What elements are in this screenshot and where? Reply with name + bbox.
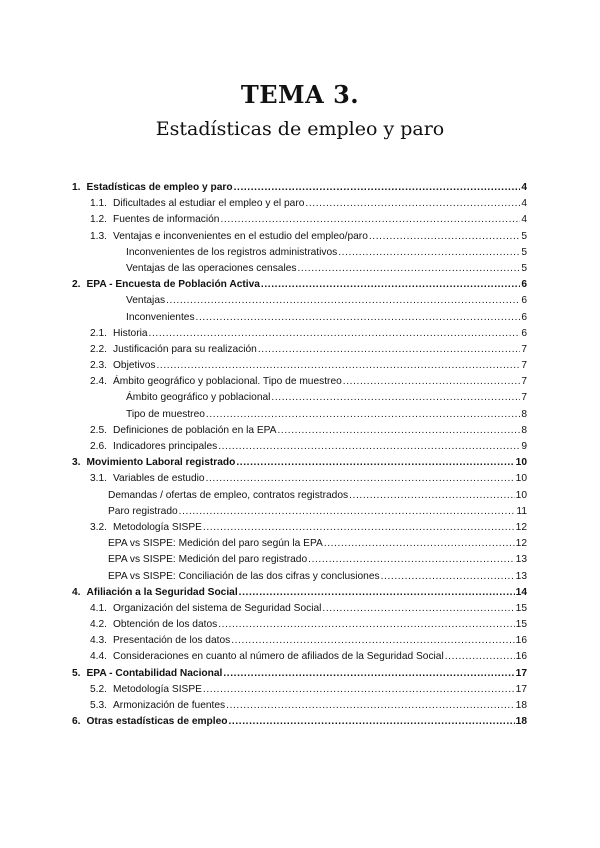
toc-entry-label [126,390,270,406]
toc-entry-page: 6 [521,311,527,323]
toc-entry-number: 3.2. [90,521,107,533]
toc-entry[interactable] [72,504,527,520]
toc-entry-number: 3.1. [90,473,107,485]
toc-entry-page: 18 [515,716,527,728]
toc-entry-number: 4.4. [90,651,107,663]
toc-entry-text: Movimiento Laboral registrado [86,457,236,469]
toc-entry[interactable] [72,536,527,552]
toc-entry[interactable] [72,649,527,665]
toc-entry-text: EPA vs SISPE: Medición del paro según la EPA [108,538,323,550]
toc-dot-leader [349,488,515,504]
toc-entry-text: EPA vs SISPE: Conciliación de las dos cifras y conclusiones [108,570,380,582]
table-of-contents [72,180,527,730]
toc-entry-label [72,666,222,682]
toc-entry[interactable] [72,423,527,439]
toc-entry-page: 16 [515,635,527,647]
toc-entry-label [90,601,321,617]
toc-entry-text: Justificación para su realización [113,343,257,355]
toc-dot-leader [381,569,515,585]
toc-dot-leader [234,180,521,196]
toc-dot-leader [179,504,516,520]
toc-entry-page: 4 [521,198,527,210]
toc-dot-leader [220,212,520,228]
toc-dot-leader [226,698,515,714]
toc-entry[interactable] [72,229,527,245]
toc-entry[interactable] [72,407,527,423]
toc-entry-page: 12 [515,538,527,550]
document-title: TEMA 3. [240,80,360,109]
toc-entry-label [90,617,217,633]
toc-entry-label [126,245,337,261]
toc-dot-leader [218,439,520,455]
toc-entry-label [126,261,296,277]
toc-entry-page: 12 [515,521,527,533]
toc-entry-label [90,633,230,649]
toc-entry-number: 2.5. [90,424,107,436]
toc-dot-leader [149,326,521,342]
toc-dot-leader [236,455,514,471]
toc-entry-text: Demandas / ofertas de empleo, contratos registrados [108,489,349,501]
toc-entry[interactable] [72,439,527,455]
toc-entry-text: Obtención de los datos [113,619,218,631]
toc-entry-page: 6 [521,279,527,291]
toc-entry-text: Ventajas [126,295,166,307]
toc-entry-number: 4.1. [90,602,107,614]
toc-entry-number: 1.2. [90,214,107,226]
toc-dot-leader [308,552,515,568]
toc-entry-label [126,407,205,423]
toc-entry-label [90,698,225,714]
toc-entry-label [126,293,165,309]
toc-dot-leader [156,358,520,374]
toc-entry-page: 9 [521,441,527,452]
toc-entry-number: 4.2. [90,619,107,631]
toc-entry-label [90,520,202,536]
toc-entry-page: 4 [521,182,527,193]
toc-entry-number: 2.4. [90,376,107,388]
toc-dot-leader [203,520,515,536]
toc-entry-text: Afiliación a la Seguridad Social [86,586,238,598]
toc-entry-text: Variables de estudio [113,473,205,485]
toc-entry[interactable] [72,245,527,261]
toc-entry-page: 5 [521,246,527,258]
toc-entry[interactable] [72,310,527,326]
toc-dot-leader [218,617,514,633]
toc-entry-number: 2.3. [90,360,107,372]
toc-entry-label [90,196,304,212]
toc-entry-page: 7 [521,343,527,355]
toc-entry-label [90,212,219,228]
toc-dot-leader [271,390,520,406]
toc-entry-number: 1.3. [90,230,107,242]
toc-entry[interactable] [72,293,527,309]
toc-entry-text: Organización del sistema de Seguridad Social [113,602,322,614]
toc-entry-text: EPA - Encuesta de Población Activa [86,279,260,291]
toc-entry-text: Indicadores principales [113,441,218,452]
toc-entry[interactable] [72,471,527,487]
toc-dot-leader [206,471,515,487]
toc-entry[interactable] [72,180,527,196]
toc-entry[interactable] [72,666,527,682]
toc-dot-leader [223,666,514,682]
toc-entry-page: 15 [515,602,527,614]
toc-entry-number: 1. [72,182,81,193]
toc-entry-label [72,455,235,471]
toc-entry-page: 8 [521,408,527,420]
toc-entry-text: Presentación de los datos [113,635,231,647]
toc-entry-page: 13 [515,570,527,582]
toc-entry-text: Ventajas de las operaciones censales [126,262,297,274]
toc-entry-label [72,714,228,730]
toc-dot-leader [239,585,515,601]
toc-dot-leader [338,245,520,261]
toc-dot-leader [206,407,520,423]
toc-entry-text: Ámbito geográfico y poblacional. Tipo de muestreo [113,376,342,388]
toc-entry-label [72,180,233,196]
toc-entry-number: 6. [72,716,81,728]
toc-entry[interactable] [72,520,527,536]
toc-entry-label [108,488,348,504]
toc-entry-label [126,310,195,326]
toc-entry-label [90,423,276,439]
toc-dot-leader [231,633,514,649]
toc-dot-leader [258,342,520,358]
toc-entry-text: Paro registrado [108,505,178,517]
toc-entry[interactable] [72,633,527,649]
toc-entry-text: Objetivos [113,360,156,372]
toc-entry-label [90,439,217,455]
toc-entry-label [108,569,380,585]
toc-entry-number: 5. [72,667,81,679]
toc-entry-number: 4.3. [90,635,107,647]
toc-entry-page: 16 [515,651,527,663]
toc-entry-page: 18 [515,700,527,711]
toc-dot-leader [343,374,521,390]
toc-dot-leader [196,310,521,326]
toc-entry-text: Metodología SISPE [113,521,202,533]
toc-entry-page: 6 [521,327,527,339]
toc-entry-page: 10 [515,473,527,485]
toc-entry-number: 5.2. [90,683,107,695]
toc-entry-label [90,342,257,358]
toc-entry-page: 5 [521,262,527,274]
toc-entry-label [90,326,148,342]
toc-entry-text: EPA - Contabilidad Nacional [86,667,223,679]
toc-entry[interactable] [72,488,527,504]
toc-entry-text: Metodología SISPE [113,683,202,695]
toc-entry-page: 7 [521,360,527,372]
toc-entry[interactable] [72,261,527,277]
toc-entry-label [90,471,205,487]
toc-dot-leader [324,536,515,552]
toc-entry[interactable] [72,585,527,601]
toc-entry[interactable] [72,552,527,568]
toc-entry[interactable] [72,698,527,714]
toc-entry-text: Ámbito geográfico y poblacional [126,392,271,404]
toc-entry[interactable] [72,196,527,212]
toc-entry-page: 11 [516,505,527,517]
toc-entry-text: Inconvenientes [126,311,195,323]
toc-entry-number: 1.1. [90,198,107,210]
toc-entry[interactable] [72,617,527,633]
toc-entry-text: Historia [113,327,148,339]
toc-entry-number: 2.1. [90,327,107,339]
toc-entry-page: 5 [521,230,527,242]
toc-entry-label [90,229,368,245]
toc-entry-label [72,277,260,293]
toc-entry-label [72,585,238,601]
toc-entry-number: 2.6. [90,441,107,452]
toc-dot-leader [369,229,520,245]
toc-dot-leader [305,196,520,212]
toc-entry-page: 4 [521,214,527,226]
toc-entry-label [90,374,342,390]
toc-entry-page: 7 [521,392,527,404]
toc-dot-leader [229,714,515,730]
toc-entry-page: 10 [515,457,527,469]
toc-entry[interactable] [72,374,527,390]
toc-entry[interactable] [72,212,527,228]
toc-entry-page: 8 [521,424,527,436]
toc-entry[interactable] [72,682,527,698]
toc-entry-text: Dificultades al estudiar el empleo y el paro [113,198,305,210]
toc-entry-page: 17 [515,683,527,695]
toc-entry[interactable] [72,455,527,471]
toc-entry[interactable] [72,390,527,406]
toc-entry-number: 3. [72,457,81,469]
toc-entry-text: Definiciones de población en la EPA [113,424,277,436]
toc-entry-page: 10 [515,489,527,501]
toc-entry-label [90,649,444,665]
toc-entry-page: 13 [515,554,527,566]
toc-dot-leader [166,293,520,309]
toc-entry-label [108,552,307,568]
toc-entry-number: 4. [72,586,81,598]
toc-dot-leader [203,682,515,698]
toc-entry-label [90,682,202,698]
toc-entry-number: 2. [72,279,81,291]
toc-entry-label [90,358,155,374]
toc-entry-page: 6 [521,295,527,307]
toc-entry-text: EPA vs SISPE: Medición del paro registrado [108,554,308,566]
toc-entry-text: Estadísticas de empleo y paro [86,182,233,193]
toc-entry-page: 17 [515,667,527,679]
toc-entry[interactable] [72,277,527,293]
toc-entry-number: 2.2. [90,343,107,355]
toc-entry-label [108,536,323,552]
toc-entry[interactable] [72,342,527,358]
toc-entry-text: Fuentes de información [113,214,220,226]
toc-entry[interactable] [72,714,527,730]
toc-entry-text: Tipo de muestreo [126,408,205,420]
toc-entry[interactable] [72,358,527,374]
toc-entry-text: Inconvenientes de los registros administrativos [126,246,338,258]
toc-entry-page: 15 [515,619,527,631]
toc-dot-leader [322,601,514,617]
toc-entry[interactable] [72,569,527,585]
toc-entry-page: 14 [515,586,527,598]
toc-entry-text: Ventajas e inconvenientes en el estudio del empleo/paro [113,230,368,242]
toc-entry-page: 7 [521,376,527,388]
toc-dot-leader [277,423,520,439]
toc-entry-text: Otras estadísticas de empleo [86,716,228,728]
toc-entry-text: Armonización de fuentes [113,700,226,711]
toc-entry-text: Consideraciones en cuanto al número de afiliados de la Seguridad Social [113,651,444,663]
toc-dot-leader [445,649,515,665]
document-subtitle: Estadísticas de empleo y paro [155,118,445,140]
toc-dot-leader [297,261,520,277]
toc-dot-leader [261,277,520,293]
toc-entry[interactable] [72,601,527,617]
toc-entry[interactable] [72,326,527,342]
toc-entry-label [108,504,178,520]
toc-entry-number: 5.3. [90,700,107,711]
